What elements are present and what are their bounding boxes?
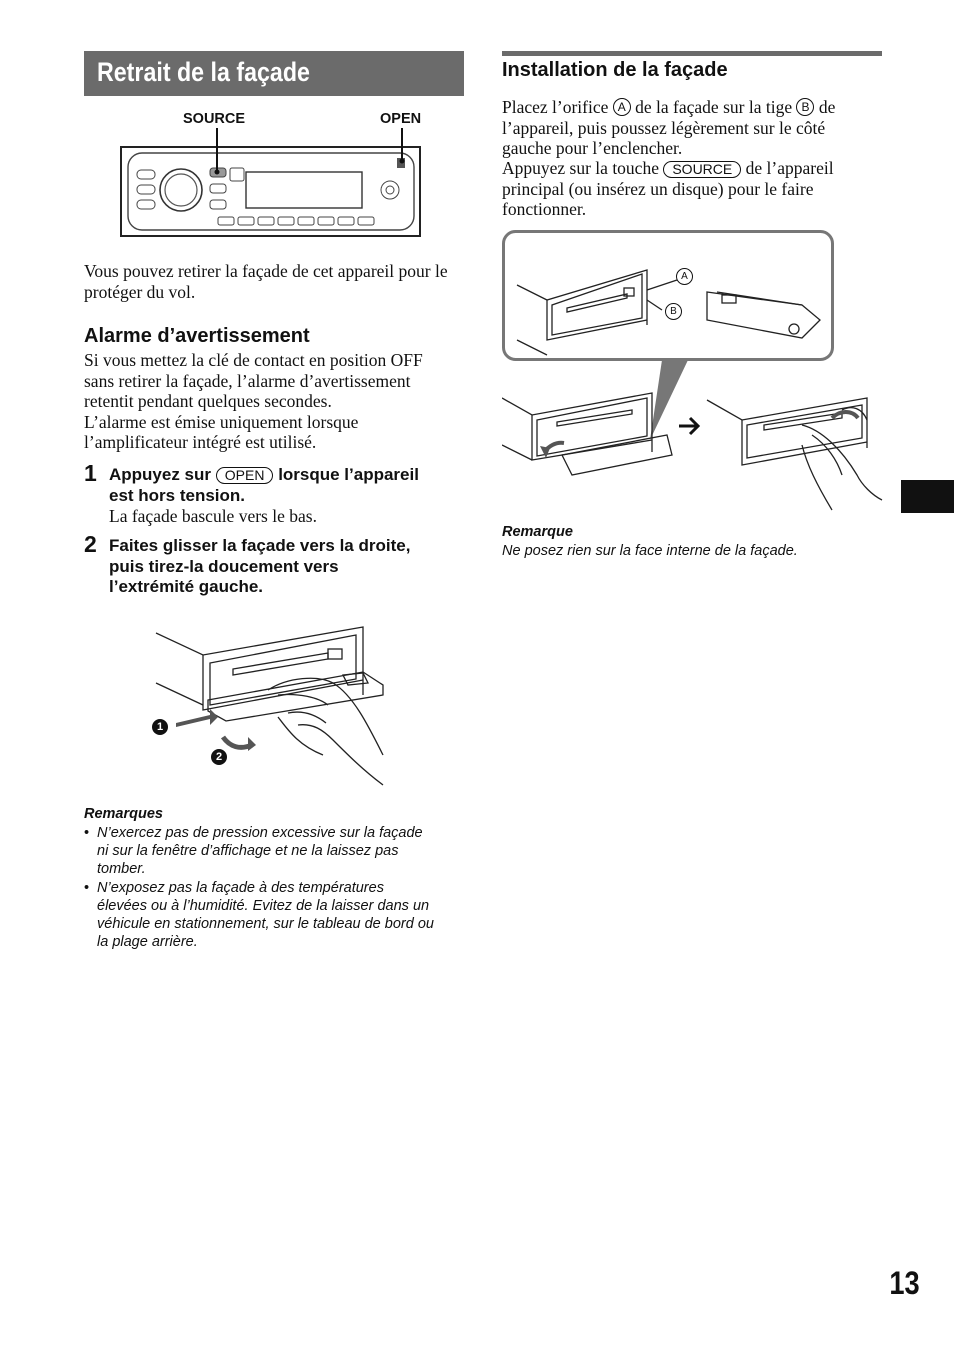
step-1-text-c: est hors tension. <box>109 485 246 505</box>
note-line: N’exposez pas la façade à des températures <box>97 879 384 896</box>
note-item <box>84 879 469 952</box>
install-line <box>502 158 887 179</box>
step-2-number: 2 <box>84 531 97 557</box>
open-key: OPEN <box>216 467 274 484</box>
note-line: N’exercez pas de pression excessive sur la façade <box>97 825 423 841</box>
head-unit-illustration <box>118 128 424 240</box>
step-1-text-b: lorsque l’appareil <box>278 465 419 484</box>
section-title-bar <box>84 51 464 96</box>
install-text: Placez l’orifice <box>502 97 609 117</box>
install-faceplate-illustration <box>502 230 887 520</box>
install-note-title: Remarque <box>502 524 573 540</box>
note-line: tomber. <box>97 861 146 878</box>
step-1-text-a: Appuyez sur <box>109 465 212 484</box>
install-line: l’appareil, puis poussez légèrement sur le côté <box>502 117 826 138</box>
remove-faceplate-illustration <box>148 605 398 790</box>
note-item <box>84 824 469 879</box>
alarm-paragraph <box>84 350 464 453</box>
step-1-detail: La façade bascule vers le bas. <box>109 506 317 526</box>
note-line: la plage arrière. <box>97 934 198 951</box>
notes-title: Remarques <box>84 806 163 822</box>
alarm-line: retentit pendant quelques secondes. <box>84 391 332 411</box>
note-line: ni sur la fenêtre d’affichage et ne la laissez pas <box>97 843 399 860</box>
install-text: Appuyez sur la touche <box>502 158 659 178</box>
figure-marker-a: A <box>676 268 693 285</box>
bullet: • <box>84 879 90 896</box>
note-line: véhicule en stationnement, sur le tableau de bord ou <box>97 916 434 933</box>
install-note: Ne posez rien sur la face interne de la façade. <box>502 543 798 559</box>
source-label: SOURCE <box>183 111 246 127</box>
install-line: gauche pour l’enclencher. <box>502 138 683 158</box>
figure-marker-b: B <box>665 303 682 320</box>
page-number: 13 <box>889 1265 920 1301</box>
bullet: • <box>84 825 90 841</box>
step-2-text <box>109 536 469 598</box>
alarm-line: Si vous mettez la clé de contact en position OFF <box>84 350 423 370</box>
marker-a: A <box>613 98 631 116</box>
alarm-heading: Alarme d’avertissement <box>84 325 310 347</box>
alarm-line: l’amplificateur intégré est utilisé. <box>84 432 317 452</box>
marker-b: B <box>796 98 814 116</box>
section-title: Retrait de la façade <box>97 57 310 87</box>
install-line: fonctionner. <box>502 199 587 219</box>
install-heading: Installation de la façade <box>502 59 728 81</box>
install-line <box>502 97 887 118</box>
open-label: OPEN <box>380 111 422 127</box>
section-tab-marker <box>901 480 954 513</box>
note-line: élevées ou à l’humidité. Evitez de la laisser dans un <box>97 897 430 914</box>
install-line: principal (ou insérez un disque) pour le faire <box>502 178 814 199</box>
step-1-number: 1 <box>84 460 97 486</box>
notes-list <box>84 824 469 951</box>
step-2-line: Faites glisser la façade vers la droite, <box>109 536 411 555</box>
step-2-line: l’extrémité gauche. <box>109 577 264 596</box>
section-rule <box>502 51 882 56</box>
step-1-text <box>109 465 469 506</box>
alarm-line: L’alarme est émise uniquement lorsque <box>84 411 359 432</box>
step-2-line: puis tirez-la doucement vers <box>109 556 339 576</box>
install-paragraph-2 <box>502 158 887 220</box>
figure-marker-2: 2 <box>211 749 227 765</box>
install-text: de <box>818 97 836 117</box>
install-text: de la façade sur la tige <box>635 97 793 117</box>
install-text: de l’appareil <box>745 158 834 178</box>
figure-marker-1: 1 <box>152 719 168 735</box>
alarm-line: sans retirer la façade, l’alarme d’avertissement <box>84 370 411 391</box>
intro-paragraph: Vous pouvez retirer la façade de cet appareil pour le protéger du vol. <box>84 261 448 302</box>
source-key: SOURCE <box>663 161 741 178</box>
install-paragraph-1 <box>502 97 887 159</box>
